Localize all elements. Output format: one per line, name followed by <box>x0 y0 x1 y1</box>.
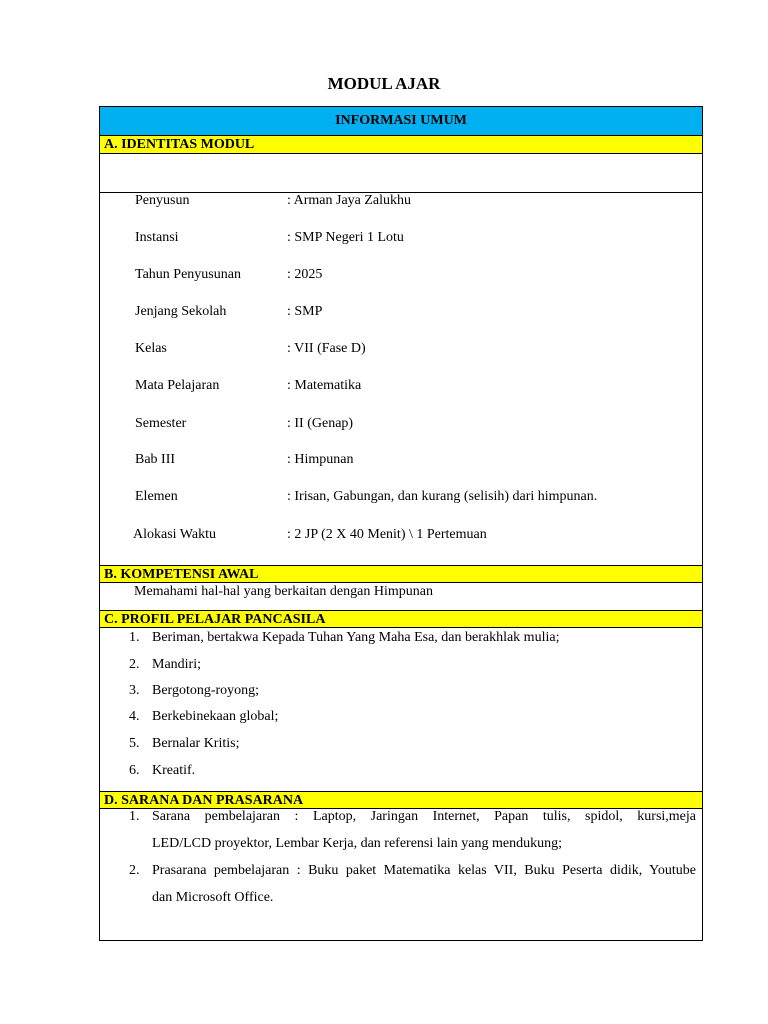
identity-row-alokasi <box>100 527 700 547</box>
identity-row-kelas <box>100 341 700 361</box>
identity-row-mapel <box>100 378 700 398</box>
identity-value: : SMP <box>287 304 323 319</box>
list-text-line: dan Microsoft Office. <box>152 890 274 905</box>
list-number: 5. <box>129 736 140 751</box>
list-text: Berkebinekaan global; <box>152 709 279 724</box>
list-text: Bergotong-royong; <box>152 683 260 698</box>
section-heading-kompetensi-awal: B. KOMPETENSI AWAL <box>100 565 702 583</box>
identity-row-elemen <box>100 489 700 509</box>
module-table <box>99 106 703 941</box>
identity-label: Jenjang Sekolah <box>135 304 227 319</box>
identity-value: : Irisan, Gabungan, dan kurang (selisih) dari himpunan. <box>287 489 598 504</box>
identity-label: Kelas <box>135 341 167 356</box>
list-number: 1. <box>129 809 140 824</box>
document-title: MODUL AJAR <box>327 74 441 93</box>
identity-value: : 2 JP (2 X 40 Menit) \ 1 Pertemuan <box>287 527 487 542</box>
identity-row-bab <box>100 452 700 472</box>
list-number: 2. <box>129 863 140 878</box>
identity-value: : 2025 <box>287 267 323 282</box>
identity-row-semester <box>100 416 700 436</box>
identity-label: Mata Pelajaran <box>135 378 220 393</box>
list-number: 2. <box>129 657 140 672</box>
list-number: 3. <box>129 683 140 698</box>
list-number: 6. <box>129 763 140 778</box>
empty-row <box>100 155 702 193</box>
identity-row-penyusun <box>100 193 700 213</box>
identity-row-jenjang <box>100 304 700 324</box>
list-text: Beriman, bertakwa Kepada Tuhan Yang Maha Esa, dan berakhlak mulia; <box>152 630 560 645</box>
identity-label: Tahun Penyusunan <box>135 267 241 282</box>
identity-label: Bab III <box>135 452 176 467</box>
identity-label: Semester <box>135 416 187 431</box>
kompetensi-awal-text: Memahami hal-hal yang berkaitan dengan Himpunan <box>134 584 433 599</box>
identity-value: : II (Genap) <box>287 416 354 431</box>
identity-value: : Matematika <box>287 378 362 393</box>
list-text-line: Sarana pembelajaran : Laptop, Jaringan Internet, Papan tulis, spidol, kursi,meja <box>152 809 696 824</box>
list-text: Kreatif. <box>152 763 196 778</box>
identity-value: : Arman Jaya Zalukhu <box>287 193 412 208</box>
identity-value: : Himpunan <box>287 452 354 467</box>
identity-label: Penyusun <box>135 193 190 208</box>
list-text: Mandiri; <box>152 657 201 672</box>
list-text-line: Prasarana pembelajaran : Buku paket Matematika kelas VII, Buku Peserta didik, Youtube <box>152 863 696 878</box>
section-heading-identitas-modul: A. IDENTITAS MODUL <box>100 136 702 154</box>
section-header-informasi-umum: INFORMASI UMUM <box>100 107 702 136</box>
identity-label: Alokasi Waktu <box>133 527 216 542</box>
section-heading-sarana-prasarana: D. SARANA DAN PRASARANA <box>100 791 702 809</box>
identity-value: : VII (Fase D) <box>287 341 366 356</box>
list-item <box>100 809 700 863</box>
identity-value: : SMP Negeri 1 Lotu <box>287 230 404 245</box>
identity-label: Elemen <box>135 489 178 504</box>
list-item <box>100 863 700 917</box>
identity-row-instansi <box>100 230 700 250</box>
list-number: 4. <box>129 709 140 724</box>
identity-label: Instansi <box>135 230 179 245</box>
list-text-line: LED/LCD proyektor, Lembar Kerja, dan referensi lain yang mendukung; <box>152 836 562 851</box>
section-heading-profil-pelajar: C. PROFIL PELAJAR PANCASILA <box>100 610 702 628</box>
list-text: Bernalar Kritis; <box>152 736 240 751</box>
list-number: 1. <box>129 630 140 645</box>
identity-row-tahun <box>100 267 700 287</box>
